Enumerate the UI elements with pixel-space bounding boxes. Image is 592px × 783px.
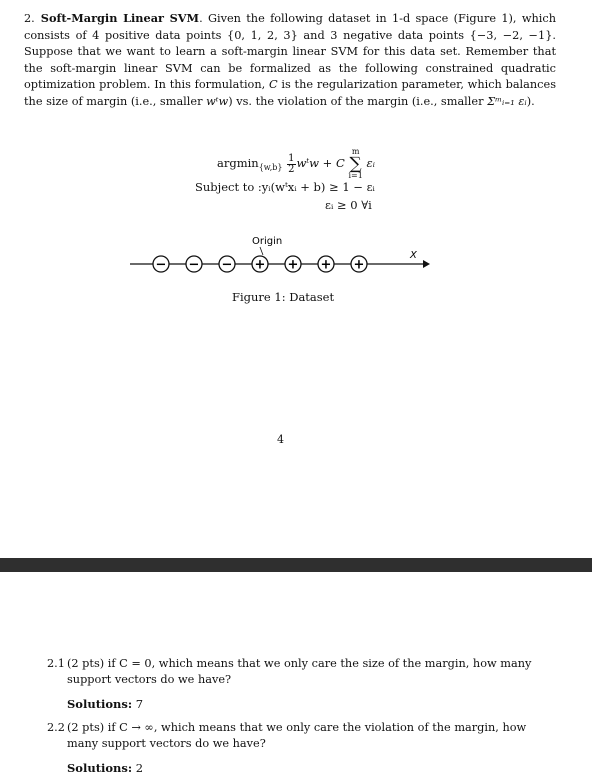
param-c: C	[268, 78, 278, 91]
question-text: (2 pts) if C → ∞, which means that we only care the violation of the margin, how many support vectors do we have?	[67, 721, 527, 750]
page-divider	[0, 558, 592, 572]
wtw-term: wᵗw	[206, 94, 229, 108]
positive-point	[285, 256, 301, 273]
positive-point	[351, 256, 367, 273]
objective-line	[217, 148, 375, 180]
positive-point	[318, 256, 334, 273]
sum-bottom: i=1	[348, 171, 363, 180]
point-sign: +	[287, 257, 299, 273]
question-2-2	[47, 720, 557, 754]
point-sign: +	[353, 257, 365, 273]
frac-bottom: 2	[288, 163, 295, 175]
negative-point	[219, 256, 235, 273]
solution-value: 7	[135, 697, 144, 711]
sum-top: m	[351, 147, 360, 156]
dataset-figure	[125, 230, 435, 278]
page-number: 4	[277, 433, 284, 446]
solution-2-1	[67, 697, 143, 711]
objective-mid: wᵗw + C	[296, 156, 345, 170]
constraint-2: εᵢ ≥ 0 ∀i	[325, 198, 372, 212]
problem-number: 2.	[24, 12, 35, 25]
problem-text-2: is the regularization parameter, which balances the size of margin (i.e., smaller	[24, 78, 556, 108]
argmin-subscript: {w,b}	[258, 163, 283, 172]
problem-text-3: ) vs. the violation of the margin (i.e., smaller	[228, 94, 488, 108]
question-label: 2.1	[47, 657, 65, 670]
half-fraction	[287, 154, 295, 175]
sigma-icon: ∑	[349, 154, 362, 174]
argmin-text: argmin	[217, 156, 259, 170]
negative-point	[186, 256, 202, 273]
axis-arrow-icon	[423, 260, 430, 268]
origin-label: Origin	[252, 236, 283, 247]
point-sign: −	[221, 257, 233, 273]
question-2-1	[47, 656, 557, 690]
solution-2-2	[67, 761, 143, 775]
solution-label: Solutions:	[67, 697, 133, 711]
problem-text-4: ).	[526, 94, 535, 108]
page-bottom	[0, 572, 592, 783]
frac-top: 1	[288, 152, 295, 164]
constraint-1: Subject to :yᵢ(wᵗxᵢ + b) ≥ 1 − εᵢ	[195, 180, 375, 194]
problem-statement	[24, 10, 556, 110]
solution-value: 2	[135, 761, 144, 775]
sum-eps-term: Σᵐᵢ₌₁ εᵢ	[487, 94, 527, 108]
figure-caption: Figure 1: Dataset	[232, 290, 335, 304]
problem-text-1: . Given the following dataset in 1-d space (Figure 1), which consists of 4 positive data points {0, 1, 2, 3} and 3 negative data points {−3, −2, −1}. Suppose that we want to learn a soft-margin linear SVM for this data set. Remember that the soft-margin linear SVM can be formalized as the following constrained quadratic optimization problem. In this formulation,	[24, 12, 556, 91]
point-sign: +	[254, 257, 266, 273]
question-text: (2 pts) if C = 0, which means that we only care the size of the margin, how many support vectors do we have?	[67, 657, 532, 686]
objective-end: εᵢ	[366, 156, 375, 170]
negative-point	[153, 256, 169, 273]
optimization-formula	[195, 138, 415, 218]
point-sign: +	[320, 257, 332, 273]
point-sign: −	[188, 257, 200, 273]
positive-point	[252, 256, 268, 273]
point-sign: −	[155, 257, 167, 273]
axis-label: X	[410, 250, 417, 261]
problem-title: Soft-Margin Linear SVM	[40, 11, 200, 25]
question-label: 2.2	[47, 721, 65, 734]
solution-label: Solutions:	[67, 761, 133, 775]
sum-symbol	[348, 148, 362, 180]
origin-pointer	[260, 247, 263, 255]
